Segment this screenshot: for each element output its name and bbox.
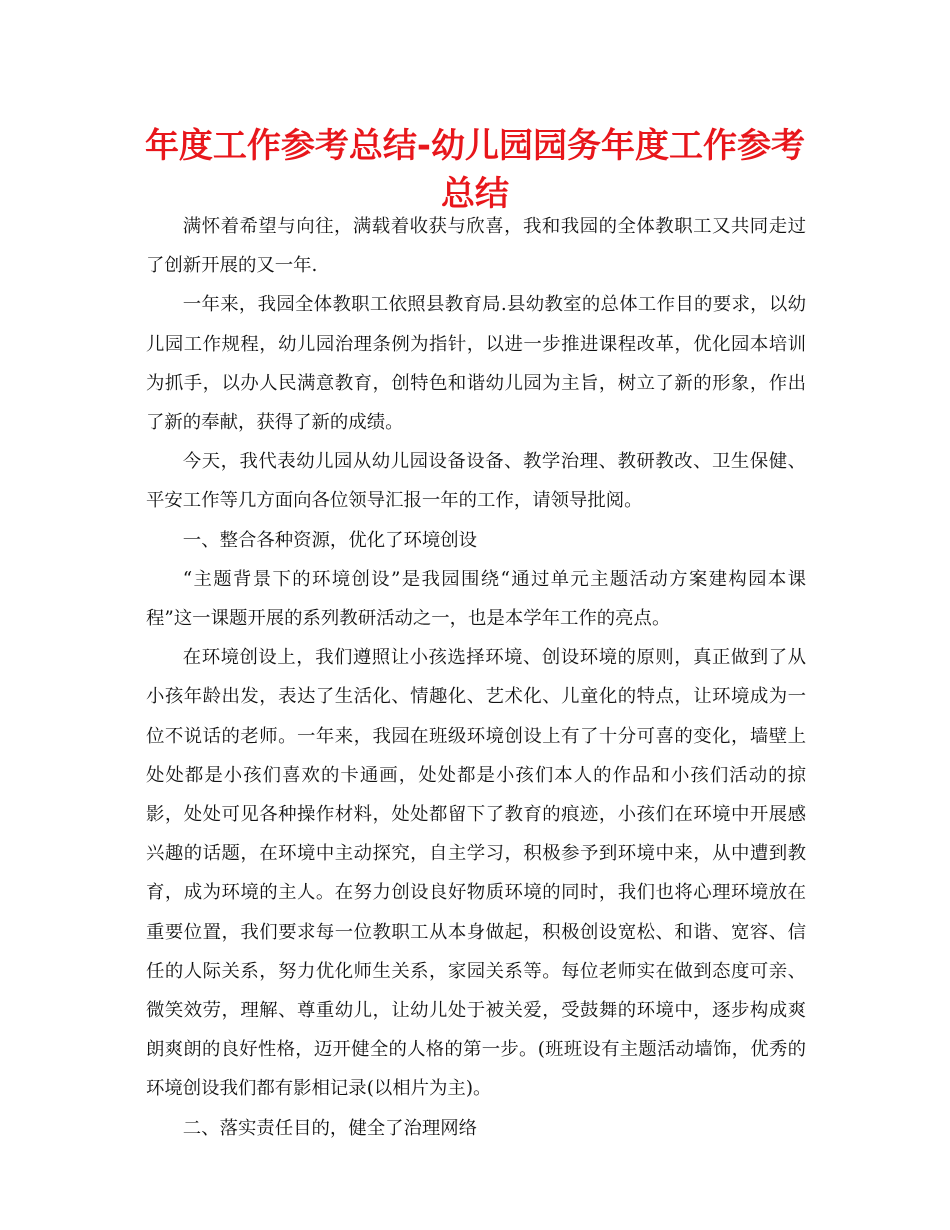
section-heading-2: 二、落实责任目的，健全了治理网络 — [182, 1117, 478, 1139]
document-title: 年度工作参考总结-幼儿园园务年度工作参考总结 — [144, 126, 806, 214]
document-body — [146, 207, 806, 1148]
paragraph-theme-environment: “主题背景下的环境创设”是我园围绕“通过单元主题活动方案建构园本课程”这一课题开展的系列教研活动之一，也是本学年工作的亮点。 — [146, 568, 806, 630]
paragraph-environment-creation: 在环境创设上，我们遵照让小孩选择环境、创设环境的原则，真正做到了从小孩年龄出发，表达了生活化、情趣化、艺术化、儿童化的特点，让环境成为一位不说话的老师。一年来，我园在班级环境创设上有了十分可喜的变化，墙壁上处处都是小孩们喜欢的卡通画，处处都是小孩们本人的作品和小孩们活动的掠影，处处可见各种操作材料，处处都留下了教育的痕迹，小孩们在环境中开展感兴趣的话题，在环境中主动探究，自主学习，积极参予到环境中来，从中遭到教育，成为环境的主人。在努力创设良好物质环境的同时，我们也将心理环境放在重要位置，我们要求每一位教职工从本身做起，积极创设宽松、和谐、宽容、信任的人际关系，努力优化师生关系，家园关系等。每位老师实在做到态度可亲、微笑效劳，理解、尊重幼儿，让幼儿处于被关爱，受鼓舞的环境中，逐步构成爽朗爽朗的良好性格，迈开健全的人格的第一步。(班班设有主题活动墙饰，优秀的环境创设我们都有影相记录(以相片为主)。 — [146, 647, 806, 1100]
paragraph-intro: 满怀着希望与向往，满载着收获与欣喜，我和我园的全体教职工又共同走过了创新开展的又一年. — [146, 216, 806, 277]
paragraph-overview: 一年来，我园全体教职工依照县教育局.县幼教室的总体工作目的要求，以幼儿园工作规程，幼儿园治理条例为指针，以进一步推进课程改革，优化园本培训为抓手，以办人民满意教育，创特色和谐幼儿园为主旨，树立了新的形象，作出了新的奉献，获得了新的成绩。 — [146, 294, 806, 434]
paragraph-report-scope: 今天，我代表幼儿园从幼儿园设备设备、教学治理、教研教改、卫生保健、平安工作等几方面向各位领导汇报一年的工作，请领导批阅。 — [146, 451, 806, 512]
section-heading-1: 一、整合各种资源，优化了环境创设 — [182, 529, 478, 551]
